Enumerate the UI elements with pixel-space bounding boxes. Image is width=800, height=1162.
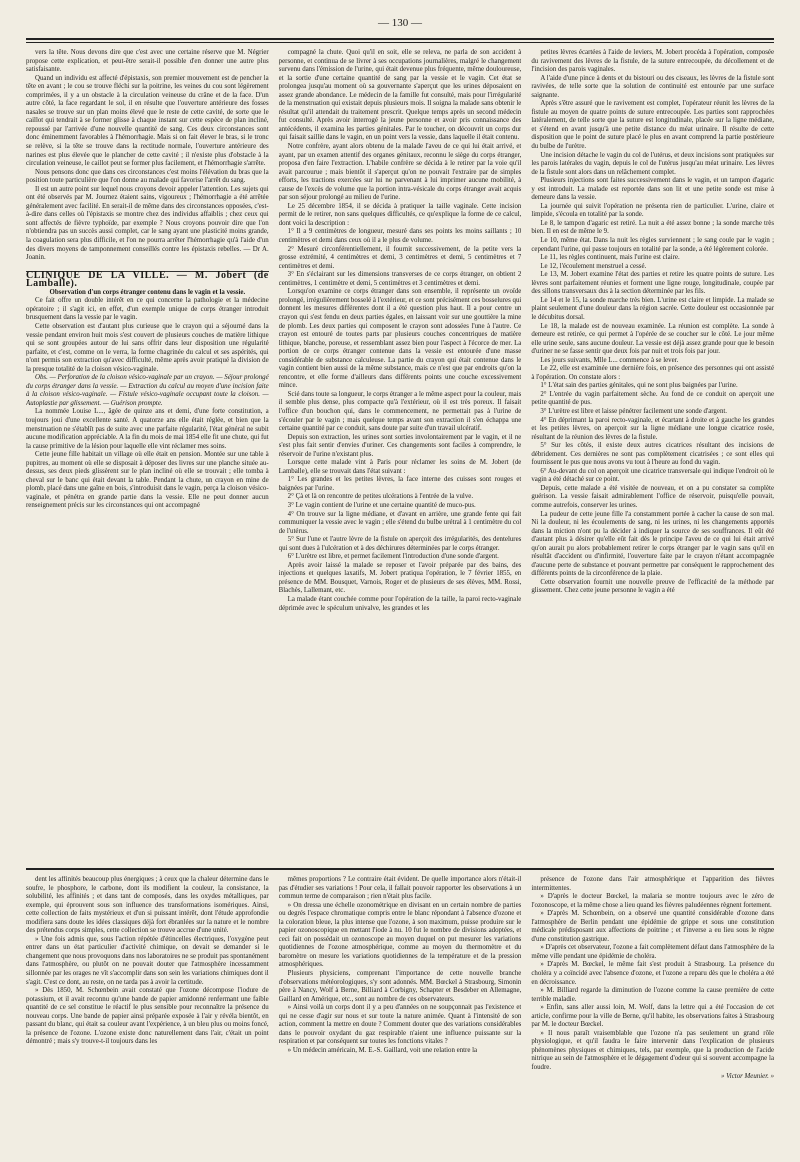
paragraph: Depuis, cette malade a été visitée de nouveau, et on a pu constater sa complète guérison. La vessie faisait admirablement l'office de réservoir, puisqu'elle pouvait, comme autrefois, conserver les urines. bbox=[531, 484, 775, 509]
lower-column-3 bbox=[531, 876, 774, 1158]
paragraph: Il est un autre point sur lequel nous croyons devoir appeler l'attention. Les sujets qui ont été observés par M. Journez étaient sains, vigoureux ; l'hémorrhagie a été arrêtée généralement avec facilité. En serait-il de même dans des circonstances opposées, c'est-à-dire dans celles où l'épistaxis se montre chez des individus affaiblis ; chez ceux qui sont affectés de fièvre typhoïde, par exemple ? Nous croyons pouvoir dire que l'on n'obtiendra pas un succès aussi complet, car le sang ayant une plasticité moins grande, la coagulation sera plus difficile, et l'on ne pourra arrêter l'hémorrhagie qu'à l'aide d'un des divers moyens de tamponnement conseillés contre les épistaxis rebelles. — Dr A. Joanin. bbox=[26, 185, 269, 262]
upper-column-3 bbox=[531, 49, 774, 862]
paragraph: » D'après cet observateur, l'ozone a fait complètement défaut dans l'atmosphère de la même ville pendant une épidémie de choléra. bbox=[531, 944, 775, 960]
paragraph: Le 14 et le 15, la sonde marche très bien. L'urine est claire et limpide. La malade se plaint seulement d'une douleur dans la région sacrée. Cette douleur est occasionnée par le décubitus dorsal. bbox=[531, 296, 775, 321]
paragraph: 2° Mesuré circonférentiellement, il fournit successivement, de la petite vers la grosse extrémité, 4 centimètres et demi, 3 centimètres et demi, 5 centimètres et 7 centimètres et demi. bbox=[278, 245, 522, 270]
paragraph: compagné la chute. Quoi qu'il en soit, elle se releva, ne parla de son accident à personne, et continua de se livrer à ses occupations journalières, malgré le changement survenu dans l'émission de l'urine, qui était devenue plus fréquente, même douloureuse, et la sortie d'une certaine quantité de sang par la vessie et le vagin. Cet état se prolongea jusqu'au moment où sa gouvernante s'aperçut que les urines déposaient en assez grande abondance. Le médecin de la famille fut consulté, mais pour l'irrégularité de la menstruation qui existait depuis plusieurs mois. Il soigna la malade sans obtenir le résultat qu'il attendait du traitement prescrit. Quelque temps après un second médecin fut consulté. Après avoir interrogé la jeune personne et avoir pris connaissance des antécédents, il examina les parties génitales. Par le toucher, on découvrit un corps dur qui faisait saillie dans le vagin, en un point vers la vessie, dans laquelle il était contenu. bbox=[278, 49, 522, 142]
paragraph: 5° Sur les côtés, il existe deux autres cicatrices résultant des incisions de débridement. Ces dernières ne sont pas complètement cicatrisées ; ce sont elles qui fournissent le pus que nous avons vu tout à l'heure au fond du vagin. bbox=[531, 442, 775, 467]
paragraph: Le 22, elle est examinée une dernière fois, en présence des personnes qui ont assisté à l'opération. On constate alors : bbox=[531, 365, 775, 381]
paragraph: Lorsque cette malade vint à Paris pour réclamer les soins de M. Jobert (de Lamballe), elle se trouvait dans l'état suivant : bbox=[278, 459, 522, 475]
paragraph: 3° L'urètre est libre et laisse pénétrer facilement une sonde d'argent. bbox=[540, 407, 728, 415]
paragraph: Ce fait offre un double intérêt en ce qui concerne la pathologie et la médecine opératoire ; il s'agit ici, en effet, d'un exemple unique de corps étranger introduit brusquement dans la vessie par le vagin. bbox=[26, 297, 269, 322]
paragraph: 1° L'état sain des parties génitales, qui ne sont plus baignées par l'urine. bbox=[540, 382, 738, 390]
paragraph: » Dès 1850, M. Schœnbein avait constaté que l'ozone décompose l'iodure de potassium, et il avait reconnu qu'une bande de papier amidonné renfermant une faible quantité de ce sel constitue le réactif le plus sensible pour reconnaître la présence du nouveau corps. Une bande de papier ainsi préparée exposée à l'air y révéla bientôt, en passant du blanc, qui était sa couleur avant l'expérience, à un bleu plus ou moins foncé, la présence de l'ozone. L'ozone existe donc naturellement dans l'air, c'était un point démontré ; mais s'y trouve-t-il toujours dans les bbox=[26, 987, 269, 1046]
paragraph: » Il nous paraît vraisemblable que l'ozone n'a pas seulement un grand rôle physiologique, et qu'il faudra le faire intervenir dans l'explication de plusieurs phénomènes physiques et chimiques, tels, par exemple, que la production de l'acide nitrique au sein de l'atmosphère et le dégagement d'odeur qui si souvent accompagne la foudre. bbox=[531, 1029, 775, 1072]
paragraph: Une incision détache le vagin du col de l'utérus, et deux incisions sont pratiquées sur les parois latérales du vagin, depuis le col de l'utérus jusqu'au méat urinaire. Les lèvres de la fistule sont alors dans un relâchement complet. bbox=[531, 151, 775, 176]
paragraph: Depuis son extraction, les urines sont sorties involontairement par le vagin, et il ne s'est plus fait sentir d'envies d'uriner. Ces changements sont faciles à comprendre, le réservoir de l'urine n'existant plus. bbox=[278, 433, 522, 458]
paragraph: Plusieurs physiciens, comprenant l'importance de cette nouvelle branche d'observations météorologiques, s'y sont adonnés. MM. Bœckel à Strasbourg, Simonin père à Nancy, Wolf à Berne, Billiard à Corbigny, Schapter et Besdeber en Allemagne, Gaillard en Amérique, etc., sont au nombre de ces observateurs. bbox=[278, 970, 522, 1003]
paragraph: dent les affinités beaucoup plus énergiques ; à ceux que la chaleur détermine dans le soufre, le phosphore, le carbone, dont ils modifient la couleur, la consistance, la solubilité, les affinités ; et dans tant de composés, dans les oxydes métalliques, par exemple, qui éprouvent sous son influence des transformations isomériques. Ainsi, cette collection de faits mystérieux et d'un si puissant intérêt, dont l'étude approfondie modifiera sans doute les idées classiques déjà fort ébranlées sur la nature et le nombre des prétendus corps simples, cette collection se trouve accrue d'une unité. bbox=[26, 876, 269, 935]
paragraph: Le 12, l'écoulement menstruel a cessé. bbox=[540, 262, 647, 270]
paragraph: Plusieurs injections sont faites successivement dans le vagin, et un tampon d'agaric y est introduit. La malade est reportée dans son lit et une petite sonde est mise à demeure dans la vessie. bbox=[531, 177, 775, 202]
paragraph: Scié dans toute sa longueur, le corps étranger a le même aspect pour la couleur, mais il semble plus dense, plus compacte qu'à l'extérieur, où il est très poreux. Il faisait l'office d'un bouchon qui, dans le commencement, ne permettait pas à l'urine de s'écouler par le vagin ; mais quelque temps avant son extraction il s'en échappa une certaine quantité par ce conduit, sans doute par suite d'un travail ulcératif. bbox=[278, 390, 522, 433]
paragraph: 5° Sur l'une et l'autre lèvre de la fistule on aperçoit des irrégularités, des dentelures qui sont dues à l'ulcération et à des déchirures déterminées par le corps étranger. bbox=[278, 536, 522, 552]
top-rule bbox=[26, 38, 774, 40]
col1c-paragraphs bbox=[26, 408, 269, 511]
middle-rule bbox=[26, 868, 774, 870]
paragraph: Lorsqu'on examine ce corps étranger dans son ensemble, il représente un ovoïde prolongé, irrégulièrement bosselé à l'extérieur, et ce sont précisément ces bosselures qui donnent les mesures différentes dont il a été question plus haut. Il a pour centre un crayon qui s'est fendu en deux parties égales, en laissant voir sur une gouttière la mine de plomb. Les deux parties qui composent le crayon sont adossées l'une à l'autre. Ce crayon est entouré de toutes parts par plusieurs couches concentriques de matière lithique, blanche, poreuse, et ressemblant assez bien pour l'aspect à l'écorce de mer. La portion de ce corps étranger contenue dans la vessie est entourée d'une masse considérable de substance calculeuse. La partie du crayon qui était contenue dans le vagin contient bien aussi de la même substance, mais ce n'est que par endroits qu'on la rencontre, et elle forme d'ailleurs dans différents points une couche excessivement mince. bbox=[278, 288, 522, 390]
paragraph: Après avoir laissé la malade se reposer et l'avoir préparée par des bains, des injections et quelques laxatifs, M. Jobert pratiqua l'opération, le 7 février 1855, en présence de MM. Bousquet, Varnois, Roger et de plusieurs de ses élèves, MM. Rossi, Blachès, Lallemant, etc. bbox=[278, 561, 522, 595]
upper-column-1 bbox=[26, 49, 269, 862]
col1-paragraphs bbox=[26, 49, 269, 263]
paragraph: La malade étant couchée comme pour l'opération de la taille, la paroi recto-vaginale déprimée avec le spéculum univalve, les grandes et les bbox=[278, 596, 522, 612]
paragraph: Le 10, même état. Dans la nuit les règles surviennent ; le sang coule par le vagin ; cependant l'urine, qui passe toujours en totalité par la sonde, a été légèrement colorée. bbox=[531, 237, 775, 253]
paragraph: vers la tête. Nous devons dire que c'est avec une certaine réserve que M. Négrier propose cette explication, et peut-être serait-il possible d'en donner une autre plus satisfaisante. bbox=[26, 49, 269, 74]
lower-col1-paragraphs bbox=[26, 876, 269, 1047]
paragraph: mêmes proportions ? Le contraire était évident. De quelle importance alors n'était-il pas d'étudier ses variations ! Pour cela, il fallait pouvoir rapporter les observations à un commun terme de comparaison ; rien n'était plus facile. bbox=[278, 876, 522, 901]
paragraph: 3° Le vagin contient de l'urine et une certaine quantité de muco-pus. bbox=[287, 501, 476, 509]
paragraph: petites lèvres écartées à l'aide de leviers, M. Jobert procéda à l'opération, composée du ravivement des lèvres de la fistule, de la suture entrecoupée, du décollement et de l'incision des parois vaginales. bbox=[531, 49, 775, 74]
col1b-paragraphs bbox=[26, 297, 269, 374]
paragraph: Quand un individu est affecté d'épistaxis, son premier mouvement est de pencher la tête en avant ; le cou se trouve fléchi sur la poitrine, les veines du cou sont légèrement comprimées, il y a un obstacle à la circulation veineuse du crâne et de la face. D'un autre côté, la face regardant le sol, il en résulte que l'ouverture antérieure des fosses nasales se trouve sur un plan moins élevé que le reste de cette cavité, de sorte que le caillot qui tendrait à se former glisse à chaque instant sur cette espèce de plan incliné, repoussé par l'arrivée d'une nouvelle quantité de sang. Ces deux circonstances sont donc éminemment favorables à l'hémorrhagie. Mais si on fait élever le bras, si le tronc se relève, si la tête se trouve dans la rectitude normale, l'ouverture antérieure des narines est plus élevée que le plancher de cette cavité ; il n'existe plus d'obstacle à la circulation veineuse, le caillot peut se former plus facilement, et l'hémorrhagie s'arrête. bbox=[26, 74, 269, 168]
lower-column-1 bbox=[26, 876, 269, 1158]
paragraph: 3° En s'éclairant sur les dimensions transverses de ce corps étranger, on obtient 2 centimètres, 1 centimètre et demi, 5 centimètres et 3 centimètres et demi. bbox=[278, 271, 522, 287]
paragraph: A l'aide d'une pince à dents et du bistouri ou des ciseaux, les lèvres de la fistule sont ravivées, de telle sorte que la solution de continuité est entourée par une surface saignante. bbox=[531, 74, 775, 99]
col3-paragraphs bbox=[531, 49, 774, 596]
paragraph: Notre confrère, ayant alors obtenu de la malade l'aveu de ce qui lui était arrivé, et ayant, par un examen attentif des organes génitaux, reconnu le siège du corps étranger, proposa d'en faire l'extraction. L'habile confrère se décida à le retirer par la voie qu'il avait parcourue ; mais bientôt il s'aperçut qu'on ne pouvait l'extraire par de simples efforts, les tractions exercées sur lui ne parvenant à lui imprimer aucune mobilité, à cause de l'excès de volume que la portion intra-vésicale du corps étranger avait acquis par son séjour prolongé au milieu de l'urine. bbox=[278, 143, 522, 202]
paragraph: 6° L'urètre est libre, et permet facilement l'introduction d'une sonde d'argent. bbox=[287, 553, 499, 561]
section-title: CLINIQUE DE LA VILLE. — M. Jobert (de Lamballe). bbox=[26, 269, 269, 290]
paragraph: » Un médecin américain, M. E.-S. Gaillard, voit une relation entre la bbox=[287, 1046, 478, 1054]
paragraph: La journée qui suivit l'opération ne présenta rien de particulier. L'urine, claire et limpide, s'écoula en totalité par la sonde. bbox=[531, 202, 775, 219]
paragraph: » On dressa une échelle ozonométrique en divisant en un certain nombre de parties ou degrés l'espace chromatique compris entre le blanc répondant à l'absence d'ozone et la coloration bleue, la plus intense que l'ozone, à son maximum, puisse produire sur le papier ozonoscopique en mettant l'iode à nu. 10 fut le nombre de divisions adoptées, et ceci fait on possédait un ozonoscope au moyen duquel on put mesurer les variations quotidiennes de l'ozone atmosphérique, comme au moyen du thermomètre et du baromètre on mesure les variations quotidiennes de la température et de la pression atmosphériques. bbox=[278, 901, 522, 969]
author-signature: » Victor Meunier. » bbox=[720, 1072, 775, 1080]
observation-summary: Obs. — Perforation de la cloison vésico-vaginale par un crayon. — Séjour prolongé du corps étranger dans la vessie. — Extraction du calcul au moyen d'une incision faite à la cloison vésico-vaginale. — Fistule vésico-vaginale occupant toute la cloison. — Autoplastie par glissement. — Guérison prompte. bbox=[26, 374, 269, 407]
paragraph: 4° En déprimant la paroi recto-vaginale, et écartant à droite et à gauche les grandes et les petites lèvres, on aperçoit sur la ligne médiane une longue cicatrice rosée, résultant de la réunion des lèvres de la fistule. bbox=[531, 416, 775, 441]
top-rule-thin bbox=[26, 42, 774, 43]
paragraph: Le 8, le tampon d'agaric est retiré. La nuit a été assez bonne ; la sonde marche très bien. Il en est de même le 9. bbox=[531, 219, 775, 236]
paragraph: 4° On trouve sur la ligne médiane, et d'avant en arrière, une grande fente qui fait communiquer la vessie avec le vagin ; elle s'étend du bulbe urétral à 1 centimètre du col de l'utérus. bbox=[278, 510, 522, 535]
paragraph: 1° Il a 9 centimètres de longueur, mesuré dans ses points les moins saillants ; 10 centimètres et demi dans ceux où il a le plus de volume. bbox=[278, 228, 522, 245]
upper-columns bbox=[26, 49, 774, 862]
paragraph: » Enfin, sans aller aussi loin, M. Wolf, dans la lettre qui a été l'occasion de cet article, confirme pour la ville de Berne, qu'il habite, les observations faites à Strasbourg par M. le docteur Bœckel. bbox=[531, 1004, 775, 1029]
paragraph: 1° Les grandes et les petites lèvres, la face interne des cuisses sont rouges et baignées par l'urine. bbox=[278, 476, 522, 492]
paragraph: Le 25 décembre 1854, il se décida à pratiquer la taille vaginale. Cette incision permit de le retirer, non sans quelques difficultés, ce qu'explique la forme de ce calcul, dont voici la description : bbox=[278, 202, 522, 227]
paragraph: 6° Au-devant du col on aperçoit une cicatrice transversale qui indique l'endroit où le vagin a été détaché sur ce point. bbox=[531, 467, 775, 484]
article-subhead: Observation d'un corps étranger contenu dans le vagin et la vessie. bbox=[49, 288, 246, 296]
lower-col3-paragraphs bbox=[531, 876, 774, 1073]
paragraph: Cette observation fournit une nouvelle preuve de l'efficacité de la méthode par glissement. Chez cette jeune personne le vagin a été bbox=[531, 578, 775, 595]
paragraph: » M. Billiard regarde la diminution de l'ozone comme la cause première de cette terrible maladie. bbox=[531, 987, 775, 1003]
paragraph: Les jours suivants, Mlle L... commence à se lever. bbox=[540, 356, 679, 364]
paragraph: La nommée Louise L..., âgée de quinze ans et demi, d'une forte constitution, a toujours joui d'une excellente santé. A quatorze ans elle était réglée, et bien que la menstruation ne s'établît pas de suite avec une parfaite régularité, l'état général ne subit aucune modification appréciable. A la fin du mois de mai 1854 elle fit une chute, qui fut la cause primitive de la lésion pour laquelle elle vint réclamer mes soins. bbox=[26, 408, 269, 450]
paragraph: Le 13, M. Jobert examine l'état des parties et retire les quatre points de suture. Les lèvres sont parfaitement réunies et forment une ligne rouge, longitudinale, coupée par des sillons transversaux dus à la section déterminée par les fils. bbox=[531, 271, 775, 296]
lower-col2-paragraphs bbox=[279, 876, 522, 1055]
col2-paragraphs bbox=[279, 49, 522, 613]
upper-column-2 bbox=[279, 49, 522, 862]
paragraph: présence de l'ozone dans l'air atmosphérique et l'apparition des fièvres intermittentes. bbox=[531, 876, 775, 892]
paragraph: » D'après M. Bœckel, le même fait s'est produit à Strasbourg. La présence du choléra y a coïncidé avec l'absence d'ozone, et l'ozone a reparu dès que le choléra a été en décroissance. bbox=[531, 961, 775, 986]
lower-columns bbox=[26, 876, 774, 1158]
paragraph: Le 11, les règles continuent, mais l'urine est claire. bbox=[540, 254, 680, 262]
paragraph: » Une fois admis que, sous l'action répétée d'étincelles électriques, l'oxygène peut entrer dans un état particulier d'activité chimique, on devait se demander si le changement que nous provoquons dans nos laboratoires ne se produit pas spontanément dans l'atmosphère, ou plutôt on ne pouvait douter que l'atmosphère incessamment sillonnée par les orages ne vît s'accomplir dans son sein les variations chimiques dont il s'agit. C'est ce dont, au reste, on ne tarda pas à avoir la certitude. bbox=[26, 935, 269, 986]
paragraph: » D'après M. Schœnbein, on a observé une quantité considérable d'ozone dans l'atmosphère de Berlin pendant une épidémie de grippe et sous une constitution médicale prédisposant aux affections de poitrine ; et l'inverse a eu lieu sous le règne d'une constitution gastrique. bbox=[531, 910, 775, 943]
paragraph: » D'après le docteur Bœckel, la malaria se montre toujours avec le zéro de l'ozonoscope, et la même chose a lieu quand les fièvres paludéennes règnent fortement. bbox=[531, 893, 775, 909]
paragraph: Après s'être assuré que le ravivement est complet, l'opérateur réunit les lèvres de la fistule au moyen de quatre points de suture entrecoupée. Les parties sont rapprochées latéralement, de telle sorte que la suture est longitudinale, placée sur la ligne médiane, et s'étend en avant jusqu'à une petite distance du méat urinaire. Il résulte de cette disposition que le point de suture placé le plus en avant comprend la partie postérieure du bulbe de l'urètre. bbox=[531, 100, 775, 151]
paragraph: Cette observation est d'autant plus curieuse que le crayon qui a séjourné dans la vessie pendant environ huit mois s'est couvert de plusieurs couches de matière lithique qui se sont groupées autour de lui sans offrir dans leur disposition une régularité parfaite, et c'est, comme on le verra, la forme chagrinée du calcul et ses aspérités, qui n'ont permis son extraction qu'avec difficulté, même après avoir pratiqué la division de la presque totalité de la cloison vésico-vaginale. bbox=[26, 322, 269, 373]
paragraph: 2° L'entrée du vagin parfaitement sèche. Au fond de ce conduit on aperçoit une petite quantité de pus. bbox=[531, 390, 775, 407]
paragraph: » Ainsi voilà un corps dont il y a peu d'années on ne soupçonnait pas l'existence et qui ne cesse d'agir sur nous et sur toute la nature animée. Quant à l'intensité de son action, comment la mettre en doute ? Comment douter que des variations considérables dans le pouvoir oxydant du gaz respirable n'aient une influence puissante sur la respiration et par conséquent sur toutes les fonctions vitales ? bbox=[278, 1004, 522, 1046]
lower-column-2 bbox=[279, 876, 522, 1158]
paragraph: La pudeur de cette jeune fille l'a constamment portée à cacher la cause de son mal. Ni la douleur, ni les écoulements de sang, ni les urines, ni les changements apportés dans la miction n'ont pu la décider à indiquer la source de ses souffrances. Il eût été d'autant plus à désirer qu'elle eût fait dès le principe l'aveu de ce qui lui était arrivé qu'on aurait pu alors probablement retirer le corps étranger par le vagin sans qu'il en résultât d'accident ou d'infirmité, l'ouverture faite par le crayon n'étant accompagnée d'aucune perte de substance et pouvant permettre par conséquent le rapprochement des différents points de la circonférence de la plaie. bbox=[531, 510, 775, 578]
paragraph: 2° Çà et là on rencontre de petites ulcérations à l'entrée de la vulve. bbox=[287, 493, 474, 501]
page-number: — 130 — bbox=[378, 17, 422, 29]
paragraph: Cette jeune fille habitait un village où elle était en pension. Montée sur une table à pupitres, au moment où elle se disposait à déposer des livres sur une planche située au-dessus, ses deux pieds glissèrent sur le plan incliné où elle se trouvait ; elle tomba à cheval sur le banc qui était devant la table. Pendant la chute, un crayon en mine de plomb, placé dans une gaîne en bois, s'introduisit dans le vagin, perça la cloison vésico-vaginale, et pénétra en grande partie dans la vessie. Elle ne peut donner aucun renseignement précis sur les circonstances qui ont accompagné bbox=[26, 451, 269, 510]
paragraph: Nous pensons donc que dans ces circonstances c'est moins l'élévation du bras que la position toute particulière que l'on donne au malade qui favorise l'arrêt du sang. bbox=[26, 168, 269, 185]
paragraph: Le 18, la malade est de nouveau examinée. La réunion est complète. La sonde à demeure est retirée, ce qui permet à l'opérée de se coucher sur le côté. Le jour même elle urine seule, sans aucune douleur. La vessie est déjà assez grande pour que le besoin d'uriner ne se fasse sentir que deux fois par nuit et trois fois par jour. bbox=[531, 322, 775, 356]
